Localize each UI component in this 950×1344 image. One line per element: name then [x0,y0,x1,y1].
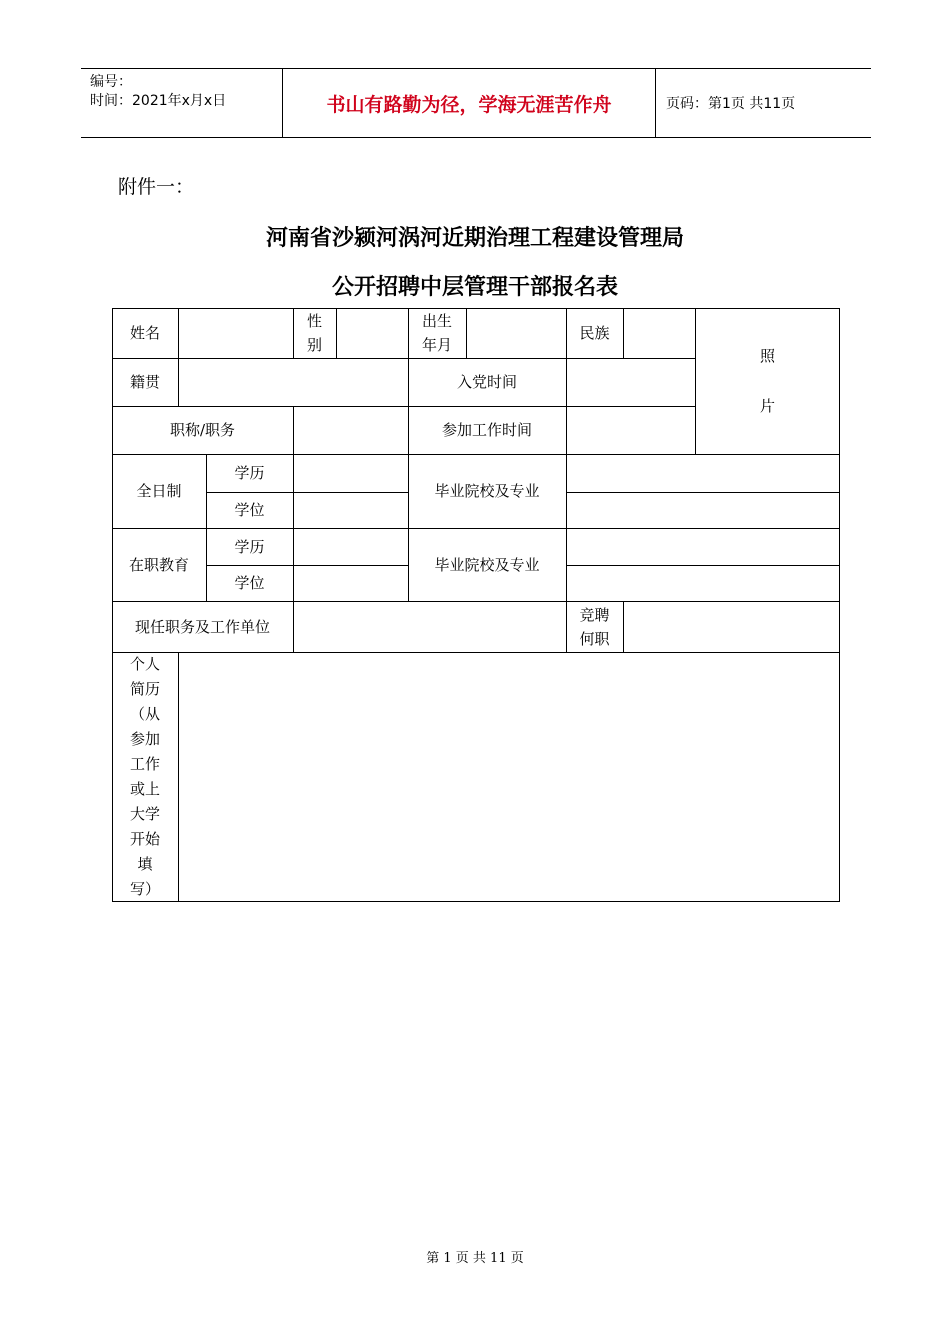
label-native-place: 籍贯 [129,373,160,391]
native-place-field[interactable] [178,358,408,406]
label-degree: 学位 [234,501,265,519]
time-label: 时间：2021年x月x日 [90,93,227,109]
label-compete-line1: 竞聘 [579,605,610,624]
label-degree-2: 学位 [234,574,265,592]
label-school-major-2: 毕业院校及专业 [434,555,540,574]
label-compete-position [566,601,623,652]
resume-field[interactable] [178,652,840,902]
registration-form [112,308,840,902]
ethnicity-field[interactable] [623,308,695,358]
label-in-service: 在职教育 [128,555,189,574]
party-join-time-field[interactable] [566,358,695,406]
major-field[interactable] [566,492,840,528]
label-current-post: 现任职务及工作单位 [134,617,270,636]
label-birth-line1: 出生 [421,312,452,330]
form-title-line2: 公开招聘中层管理干部报名表 [331,275,618,300]
page-footer: 第 1 页 共 11 页 [426,1251,524,1266]
photo-box[interactable] [695,308,840,454]
education-2-field[interactable] [293,528,408,565]
label-gender-line1: 性 [306,312,322,330]
label-gender [293,308,336,358]
label-birth [408,308,466,358]
label-compete-line2: 何职 [579,629,610,648]
photo-label-line2: 片 [759,397,775,415]
photo-label-line1: 照 [759,347,775,365]
header-left [90,73,226,111]
work-start-time-field[interactable] [566,406,695,454]
degree-2-field[interactable] [293,565,408,601]
school-2-field[interactable] [566,528,840,565]
title-position-field[interactable] [293,406,408,454]
label-education-2: 学历 [234,537,265,556]
name-field[interactable] [178,308,293,358]
gender-field[interactable] [336,308,408,358]
school-field[interactable] [566,454,840,492]
label-gender-line2: 别 [306,336,322,354]
label-ethnicity: 民族 [579,324,610,342]
attachment-label: 附件一： [118,176,195,198]
header-motto: 书山有路勤为径，学海无涯苦作舟 [326,93,612,116]
birth-field[interactable] [466,308,566,358]
label-resume: 个人简历（从参加工作或上大学开始填写） [129,655,160,898]
header-divider [655,69,656,137]
current-post-field[interactable] [293,601,566,652]
label-birth-line2: 年月 [421,336,452,354]
label-title-position: 职称/职务 [169,421,236,439]
degree-field[interactable] [293,492,408,528]
compete-position-field[interactable] [623,601,840,652]
label-education: 学历 [234,464,265,482]
label-full-time: 全日制 [136,482,182,500]
document-header [81,68,871,138]
number-label: 编号： [90,74,132,90]
label-party-join-time: 入党时间 [456,373,517,391]
major-2-field[interactable] [566,565,840,601]
education-field[interactable] [293,454,408,492]
label-school-major: 毕业院校及专业 [434,482,540,500]
label-work-start-time: 参加工作时间 [441,421,532,439]
form-title-line1: 河南省沙颍河涡河近期治理工程建设管理局 [265,226,684,251]
header-page-info: 页码：第1页 共11页 [666,96,796,112]
label-name: 姓名 [129,324,160,342]
